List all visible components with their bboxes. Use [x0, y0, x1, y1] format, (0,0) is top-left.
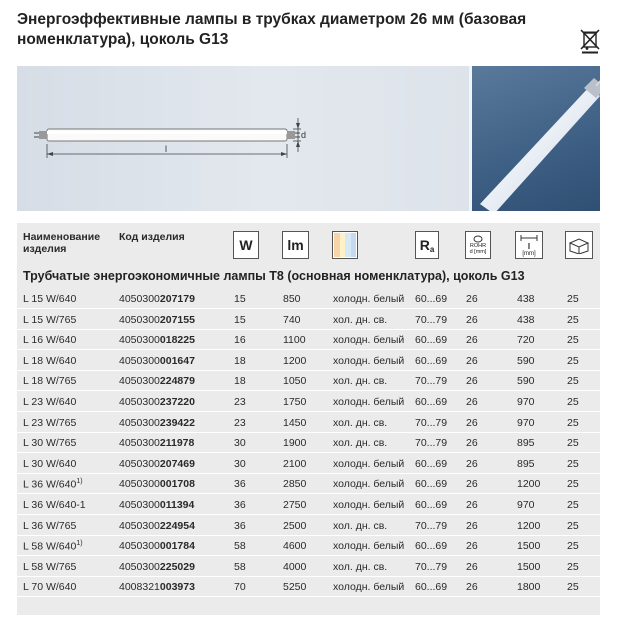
cell-product-name	[23, 314, 76, 326]
cell-pack: 25	[567, 560, 579, 573]
tube-length-icon	[515, 231, 543, 259]
length-top-label: l	[527, 241, 531, 251]
cell-l: 1800	[517, 581, 541, 594]
cell-pack: 25	[567, 437, 579, 450]
code-prefix: 4050300	[119, 560, 160, 573]
lumen-label: lm	[287, 237, 304, 253]
cell-l: 438	[517, 293, 535, 305]
cell-product-name	[23, 355, 76, 367]
cell-w: 23	[234, 416, 246, 429]
cell-w: 18	[234, 375, 246, 388]
cell-product-name	[23, 293, 76, 305]
cell-color: холодн. белый	[333, 499, 405, 511]
code-prefix: 4050300	[119, 437, 160, 450]
cell-lm: 1050	[283, 375, 307, 388]
cell-product-code	[119, 540, 195, 552]
cell-w: 36	[234, 478, 246, 491]
table-row	[17, 392, 600, 412]
cell-ra: 60...69	[415, 354, 448, 367]
cell-ra: 70...79	[415, 313, 448, 326]
cell-lm: 2850	[283, 478, 307, 491]
cell-d: 26	[466, 581, 478, 594]
table-header	[17, 223, 600, 267]
dimension-diagram-panel	[17, 66, 472, 211]
cell-pack: 25	[567, 416, 579, 429]
cell-pack: 25	[567, 540, 579, 553]
row-separator	[17, 596, 600, 597]
cell-product-name	[23, 540, 83, 553]
cell-w: 36	[234, 499, 246, 511]
cell-color: холодн. белый	[333, 581, 405, 594]
cell-color: холодн. белый	[333, 334, 405, 347]
cell-d: 26	[466, 334, 478, 347]
cell-pack: 25	[567, 334, 579, 347]
product-name: L 18 W/765	[23, 375, 77, 388]
cell-product-code	[119, 458, 195, 470]
code-prefix: 4050300	[119, 416, 160, 429]
code-suffix: 001647	[159, 354, 195, 367]
product-name: L 15 W/765	[23, 313, 77, 326]
cell-product-code	[119, 561, 195, 573]
code-prefix: 4008321	[119, 581, 160, 594]
fluorescent-tube-photo	[472, 66, 600, 211]
cell-color: холодн. белый	[333, 540, 405, 553]
cell-d: 26	[466, 457, 478, 470]
package-quantity-icon	[565, 231, 593, 259]
cell-pack: 25	[567, 457, 579, 470]
cell-l: 970	[517, 499, 535, 511]
cell-l: 590	[517, 375, 535, 388]
cell-product-code	[119, 499, 194, 511]
rohr-bottom-label: d [mm]	[469, 249, 487, 255]
cell-color: хол. дн. св.	[333, 313, 388, 326]
lamp-photo-panel	[472, 66, 600, 211]
cell-lm: 5250	[283, 581, 307, 594]
cell-product-name	[23, 396, 76, 408]
cell-product-name	[23, 437, 76, 449]
footnote-marker: 1)	[76, 478, 83, 486]
cell-ra: 60...69	[415, 540, 448, 553]
cell-lm: 1100	[283, 334, 306, 347]
table-row	[17, 454, 600, 474]
light-color-spectrum-icon	[332, 231, 358, 259]
cell-l: 895	[517, 437, 535, 450]
table-row	[17, 289, 600, 309]
cell-lm: 850	[283, 293, 301, 305]
cell-color: хол. дн. св.	[333, 519, 388, 532]
cell-d: 26	[466, 560, 478, 573]
cell-lm: 740	[283, 313, 301, 326]
cell-color: хол. дн. св.	[333, 560, 388, 573]
cell-ra: 60...69	[415, 334, 448, 347]
dim-d-label: d	[301, 130, 307, 140]
cell-product-code	[119, 437, 194, 449]
section-title: Трубчатые энергоэкономичные лампы T8 (основная номенклатура), цоколь G13	[23, 269, 525, 283]
cell-ra: 70...79	[415, 375, 448, 388]
cell-lm: 1200	[283, 354, 307, 367]
table-row	[17, 351, 600, 371]
cell-pack: 25	[567, 478, 579, 491]
table-row	[17, 536, 600, 556]
cell-w: 58	[234, 540, 246, 553]
cell-w: 30	[234, 457, 246, 470]
tube-dimension-diagram	[17, 66, 472, 211]
code-prefix: 4050300	[119, 478, 160, 491]
rohr-top-label: ROHR	[469, 243, 487, 249]
product-name: L 58 W/765	[23, 560, 77, 573]
ra-label: R	[419, 237, 430, 253]
cell-color: хол. дн. св.	[333, 375, 388, 388]
cell-ra: 60...69	[415, 457, 448, 470]
table-row	[17, 557, 600, 577]
cell-l: 1200	[517, 519, 541, 532]
cell-pack: 25	[567, 499, 579, 511]
tube-diameter-icon	[465, 231, 491, 259]
product-name: L 30 W/640	[23, 457, 77, 470]
product-table	[17, 223, 600, 615]
cell-d: 26	[466, 416, 478, 429]
code-prefix: 4050300	[119, 499, 160, 511]
cell-w: 36	[234, 519, 246, 532]
cell-l: 1500	[517, 540, 541, 553]
product-name: L 58 W/640	[23, 540, 77, 553]
code-prefix: 4050300	[119, 519, 160, 532]
cell-w: 58	[234, 560, 246, 573]
cell-pack: 25	[567, 313, 579, 326]
cell-ra: 60...69	[415, 396, 448, 408]
cell-color: холодн. белый	[333, 478, 405, 491]
product-name: L 36 W/640-1	[23, 499, 86, 511]
dim-l-label: l	[165, 144, 167, 154]
cell-product-code	[119, 478, 195, 490]
cell-d: 26	[466, 499, 478, 511]
cell-color: холодн. белый	[333, 354, 405, 367]
cell-ra: 60...69	[415, 478, 448, 491]
page-title: Энергоэффективные лампы в трубках диаметром 26 мм (базовая номенклатура), цоколь G13	[17, 11, 527, 48]
header-code: Код изделия	[119, 231, 185, 243]
cell-pack: 25	[567, 375, 579, 388]
cell-pack: 25	[567, 354, 579, 367]
cell-l: 590	[517, 354, 535, 367]
cell-d: 26	[466, 437, 478, 450]
code-suffix: 211978	[159, 437, 195, 450]
cell-lm: 1450	[283, 416, 307, 429]
cell-product-name	[23, 499, 86, 511]
cell-ra: 60...69	[415, 581, 448, 594]
watt-label: W	[239, 237, 253, 253]
cell-product-name	[23, 417, 76, 429]
cell-l: 970	[517, 396, 535, 408]
code-suffix: 003973	[159, 581, 195, 594]
cell-color: холодн. белый	[333, 293, 405, 305]
cell-d: 26	[466, 478, 478, 491]
table-row	[17, 516, 600, 536]
cell-product-code	[119, 417, 195, 429]
cell-lm: 2100	[283, 457, 307, 470]
code-prefix: 4050300	[119, 354, 160, 367]
cell-d: 26	[466, 519, 478, 532]
cell-l: 895	[517, 457, 535, 470]
cell-lm: 1750	[283, 396, 307, 408]
code-suffix: 224879	[159, 375, 195, 388]
cell-pack: 25	[567, 581, 579, 594]
cell-color: хол. дн. св.	[333, 416, 388, 429]
table-row	[17, 330, 600, 350]
cell-product-code	[119, 396, 195, 408]
table-row	[17, 371, 600, 391]
cell-product-code	[119, 293, 195, 305]
product-banner	[17, 66, 600, 211]
product-name: L 23 W/640	[23, 396, 77, 408]
cell-d: 26	[466, 396, 478, 408]
cell-d: 26	[466, 313, 478, 326]
product-name: L 36 W/765	[23, 519, 77, 532]
code-suffix: 207155	[159, 313, 195, 326]
table-row	[17, 495, 600, 515]
code-suffix: 237220	[159, 396, 195, 408]
cell-product-code	[119, 334, 195, 346]
code-suffix: 225029	[159, 560, 195, 573]
cell-color: хол. дн. св.	[333, 437, 388, 450]
cell-product-name	[23, 478, 83, 491]
code-suffix: 018225	[159, 334, 195, 347]
weee-crossed-bin-icon	[580, 28, 600, 54]
cell-d: 26	[466, 293, 478, 305]
length-bottom-label: [mm]	[522, 250, 536, 257]
cell-ra: 60...69	[415, 499, 448, 511]
code-suffix: 207469	[159, 457, 195, 470]
cell-w: 16	[234, 334, 246, 347]
cell-d: 26	[466, 375, 478, 388]
cell-w: 23	[234, 396, 246, 408]
cell-d: 26	[466, 354, 478, 367]
table-row	[17, 433, 600, 453]
code-suffix: 239422	[159, 416, 195, 429]
header-name: Наименование изделия	[23, 231, 101, 255]
code-suffix: 001708	[159, 478, 195, 491]
cell-d: 26	[466, 540, 478, 553]
cell-product-code	[119, 375, 195, 387]
cell-w: 18	[234, 354, 246, 367]
product-name: L 18 W/640	[23, 354, 77, 367]
cell-product-code	[119, 520, 195, 532]
cell-pack: 25	[567, 396, 579, 408]
cell-pack: 25	[567, 293, 579, 305]
lumen-header-icon	[282, 231, 309, 259]
code-prefix: 4050300	[119, 396, 160, 408]
code-prefix: 4050300	[119, 293, 160, 305]
product-name: L 23 W/765	[23, 416, 77, 429]
cell-product-name	[23, 375, 76, 387]
cell-ra: 70...79	[415, 437, 448, 450]
cell-w: 70	[234, 581, 246, 594]
cell-product-code	[119, 581, 195, 593]
cell-product-name	[23, 581, 76, 593]
product-name: L 70 W/640	[23, 581, 77, 594]
code-prefix: 4050300	[119, 457, 160, 470]
code-suffix: 001784	[159, 540, 195, 553]
cell-product-name	[23, 520, 76, 532]
product-name: L 16 W/640	[23, 334, 77, 347]
cell-product-name	[23, 334, 76, 346]
cell-pack: 25	[567, 519, 579, 532]
footnote-marker: 1)	[76, 540, 83, 548]
cell-l: 438	[517, 313, 535, 326]
table-row	[17, 413, 600, 433]
ra-sub-label: a	[429, 244, 435, 254]
cell-ra: 70...79	[415, 519, 448, 532]
product-name: L 30 W/765	[23, 437, 77, 450]
product-name: L 15 W/640	[23, 293, 77, 305]
cell-product-name	[23, 561, 76, 573]
watt-header-icon	[233, 231, 259, 259]
cell-lm: 4600	[283, 540, 307, 553]
code-prefix: 4050300	[119, 313, 160, 326]
cell-ra: 70...79	[415, 560, 448, 573]
cell-ra: 70...79	[415, 416, 448, 429]
cell-lm: 1900	[283, 437, 307, 450]
cell-w: 15	[234, 293, 246, 305]
cell-l: 970	[517, 416, 535, 429]
cell-product-code	[119, 355, 195, 367]
code-suffix: 207179	[159, 293, 195, 305]
cell-product-name	[23, 458, 76, 470]
cell-w: 15	[234, 313, 246, 326]
cell-color: холодн. белый	[333, 457, 405, 470]
code-prefix: 4050300	[119, 540, 160, 553]
code-suffix: 224954	[159, 519, 195, 532]
cell-w: 30	[234, 437, 246, 450]
cell-lm: 2500	[283, 519, 307, 532]
table-row	[17, 310, 600, 330]
cell-l: 1500	[517, 560, 541, 573]
cell-l: 720	[517, 334, 535, 347]
cell-color: холодн. белый	[333, 396, 405, 408]
cell-lm: 4000	[283, 560, 307, 573]
code-prefix: 4050300	[119, 334, 160, 347]
code-prefix: 4050300	[119, 375, 160, 388]
code-suffix: 011394	[159, 499, 195, 511]
table-row	[17, 474, 600, 494]
cell-lm: 2750	[283, 499, 307, 511]
product-name: L 36 W/640	[23, 478, 77, 491]
cell-ra: 60...69	[415, 293, 448, 305]
cell-product-code	[119, 314, 195, 326]
cell-l: 1200	[517, 478, 541, 491]
color-rendering-ra-icon	[415, 231, 439, 259]
table-row	[17, 577, 600, 597]
